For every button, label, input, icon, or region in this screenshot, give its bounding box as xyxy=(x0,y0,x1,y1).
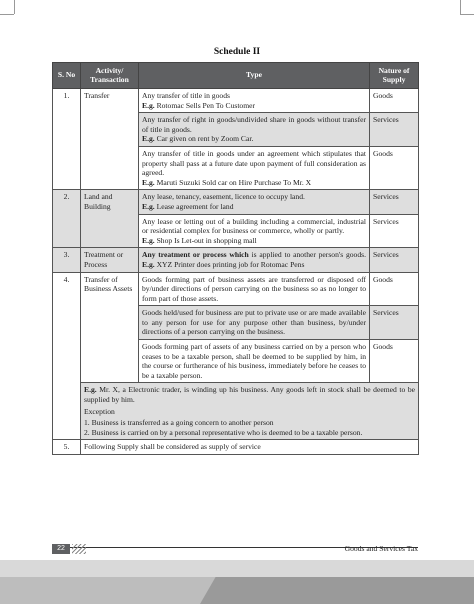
cell-sno: 1. xyxy=(53,89,81,190)
cell-sno: 5. xyxy=(53,440,81,455)
cell-nature: Goods xyxy=(370,340,419,383)
table-row xyxy=(53,190,419,214)
crop-mark xyxy=(460,14,474,15)
cell-activity: Transfer xyxy=(81,89,139,190)
example-text: Maruti Suzuki Sold car on Hire Purchase To Mr. X xyxy=(154,177,312,187)
footer-title: Goods and Services Tax xyxy=(344,544,418,553)
cell-type xyxy=(139,89,370,113)
exception-heading: Exception xyxy=(84,406,115,416)
table-header-row xyxy=(53,63,419,89)
header-activity: Activity/ Transaction xyxy=(81,63,139,89)
crop-mark xyxy=(0,14,14,15)
table-row xyxy=(53,89,419,113)
cell-nature: Goods xyxy=(370,89,419,113)
cell-sno: 3. xyxy=(53,248,81,272)
example-text: Rotomac Sells Pen To Customer xyxy=(154,100,256,110)
cell-nature: Goods xyxy=(370,146,419,189)
header-type: Type xyxy=(139,63,370,89)
cell-type xyxy=(139,248,370,272)
cell-example-exception xyxy=(81,383,419,440)
cell-nature: Services xyxy=(370,113,419,147)
table-row xyxy=(53,440,419,455)
example-label: E.g. xyxy=(142,134,155,144)
cell-nature: Services xyxy=(370,190,419,214)
example-label: E.g. xyxy=(142,100,155,110)
example-label: E.g. xyxy=(84,385,97,395)
type-text: Any lease, tenancy, easement, licence to occupy land. xyxy=(142,192,305,202)
type-text: is applied to another person's goods. xyxy=(248,250,367,260)
cell-type: Goods forming part of business assets are transferred or disposed off by/under directions of person carrying on the business so as no longer to form part of those assets. xyxy=(139,272,370,306)
example-line xyxy=(142,202,366,212)
hatch-decoration xyxy=(72,544,86,554)
header-sno: S. No xyxy=(53,63,81,89)
footer-band xyxy=(200,577,474,604)
example-line xyxy=(84,385,415,404)
cell-nature: Services xyxy=(370,306,419,340)
cell-nature: Services xyxy=(370,214,419,248)
footer-band xyxy=(0,577,230,604)
cell-type: Goods forming part of assets of any business carried on by a person who ceases to be a taxable person, shall be deemed to be supplied by him, in the course or furtherance of his business, immediately before he ceases to be a taxable person. xyxy=(139,340,370,383)
cell-type: Goods held/used for business are put to private use or are made available to any person for use for any purpose other than business, by/under directions of a person carrying on the business. xyxy=(139,306,370,340)
type-text: Any transfer of title in goods under an agreement which stipulates that property shall pass at a future date upon payment of full consideration as agreed. xyxy=(142,148,366,178)
crop-mark xyxy=(460,0,461,14)
example-label: E.g. xyxy=(142,235,155,245)
type-text: Any transfer of right in goods/undivided share in goods without transfer of title in goods. xyxy=(142,115,366,134)
cell-activity: Land and Building xyxy=(81,190,139,248)
example-text: Lease agreement for land xyxy=(154,201,234,211)
cell-sno: 2. xyxy=(53,190,81,248)
schedule-table xyxy=(52,62,419,455)
example-label: E.g. xyxy=(142,259,155,269)
type-text: Any transfer of title in goods xyxy=(142,91,230,100)
example-line xyxy=(142,101,366,111)
example-text: Mr. X, a Electronic trader, is winding up his business. Any goods left in stock shall be deemed to be supplied by him. xyxy=(84,385,415,405)
example-line xyxy=(142,178,366,188)
table-row xyxy=(53,383,419,440)
cell-type xyxy=(139,113,370,147)
cell-type: Following Supply shall be considered as supply of service xyxy=(81,440,419,455)
example-text: Car given on rent by Zoom Car. xyxy=(154,134,254,144)
cell-sno: 4. xyxy=(53,272,81,440)
cell-type xyxy=(139,146,370,189)
crop-mark xyxy=(14,0,15,14)
exception-item: 1. Business is transferred as a going concern to another person xyxy=(84,418,274,428)
example-text: XYZ Printer does printing job for Rotomac Pens xyxy=(154,259,305,269)
cell-activity: Treatment or Process xyxy=(81,248,139,272)
cell-type xyxy=(139,190,370,214)
example-label: E.g. xyxy=(142,177,155,187)
cell-nature: Goods xyxy=(370,272,419,306)
table-row xyxy=(53,248,419,272)
example-label: E.g. xyxy=(142,201,155,211)
exception-item: 2. Business is carried on by a personal representative who is deemed to be a taxable person. xyxy=(84,427,363,437)
example-text: Shop Is Let-out in shopping mall xyxy=(154,235,257,245)
example-line xyxy=(142,236,366,246)
header-nature: Nature of Supply xyxy=(370,63,419,89)
cell-nature: Services xyxy=(370,248,419,272)
type-bold-text: Any treatment or process which xyxy=(142,250,249,260)
table-row xyxy=(53,272,419,306)
page-title: Schedule II xyxy=(213,47,261,57)
page-number: 22 xyxy=(52,544,70,554)
type-text: Any lease or letting out of a building including a commercial, industrial or residential complex for business or commerce, wholly or partly. xyxy=(142,216,366,236)
cell-activity: Transfer of Business Assets xyxy=(81,272,139,383)
cell-type xyxy=(139,214,370,248)
example-line xyxy=(142,134,366,144)
